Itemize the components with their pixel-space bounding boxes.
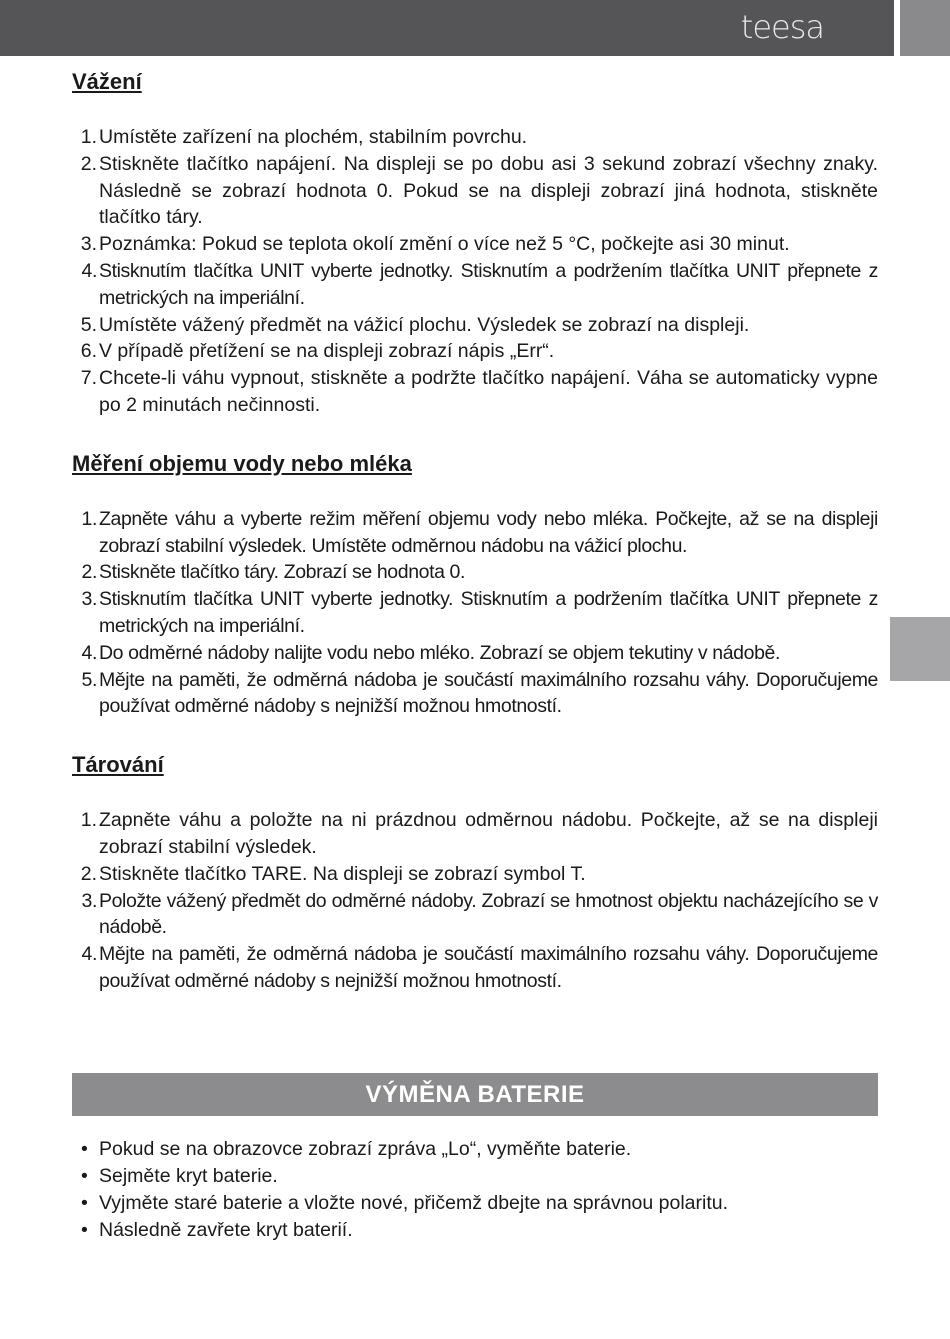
list-item: 1. Umístěte zařízení na plochém, stabilním povrchu.	[80, 126, 528, 148]
header-tab-accent	[900, 0, 950, 56]
list-item: 6. V případě přetížení se na displeji zobrazí nápis „Err“.	[80, 340, 555, 363]
battery-steps	[72, 1136, 878, 1244]
header-bar	[0, 0, 894, 56]
list-item: 1. Zapněte váhu a vyberte režim měření objemu vody nebo mléka. Počkejte, až se na displeji zobrazí stabilní výsledek. Umístěte odměrnou nádobu na vážicí plochu.	[81, 507, 878, 557]
manual-content	[72, 66, 878, 995]
list-item: 4. Stisknutím tlačítka UNIT vyberte jednotky. Stisknutím a podržením tlačítka UNIT přepnete z metrických na imperiální.	[81, 259, 878, 309]
weighing-steps	[72, 124, 878, 419]
volume-steps	[72, 506, 878, 720]
bullet-icon: •	[81, 1192, 88, 1214]
list-item: 4. Do odměrné nádoby nalijte vodu nebo mléko. Zobrazí se objem tekutiny v nádobě.	[81, 641, 780, 664]
battery-banner: VÝMĚNA BATERIE	[72, 1073, 878, 1116]
bullet-icon: •	[81, 1165, 88, 1187]
list-item: • Pokud se na obrazovce zobrazí zpráva „Lo“, vyměňte baterie.	[72, 1136, 878, 1163]
tare-steps	[72, 807, 878, 995]
list-item: 3. Stisknutím tlačítka UNIT vyberte jednotky. Stisknutím a podržením tlačítka UNIT přepnete z metrických na imperiální.	[81, 588, 878, 637]
section-title-volume: Měření objemu vody nebo mléka	[72, 450, 412, 476]
side-thumb-tab	[890, 617, 950, 681]
list-item: • Následně zavřete kryt baterií.	[72, 1217, 878, 1244]
brand-logo: teesa	[740, 8, 824, 46]
section-title-tare: Tárování	[72, 752, 164, 778]
list-item: 5. Umístěte vážený předmět na vážicí plochu. Výsledek se zobrazí na displeji.	[80, 313, 750, 336]
list-item: 7. Chcete-li váhu vypnout, stiskněte a podržte tlačítko napájení. Váha se automaticky vypne po 2 minutách nečinnosti.	[80, 367, 878, 416]
list-item: 2. Stiskněte tlačítko napájení. Na displeji se po dobu asi 3 sekund zobrazí všechny znaky. Následně se zobrazí hodnota 0. Pokud se na displeji zobrazí jiná hodnota, stiskněte tlačítko táry.	[80, 152, 878, 229]
list-item: 2. Stiskněte tlačítko TARE. Na displeji se zobrazí symbol T.	[80, 862, 586, 885]
list-item: 4. Mějte na paměti, že odměrná nádoba je součástí maximálního rozsahu váhy. Doporučujeme používat odměrné nádoby s nejnižší možnou hmotností.	[81, 943, 878, 992]
list-item: 3. Položte vážený předmět do odměrné nádoby. Zobrazí se hmotnost objektu nacházejícího se v nádobě.	[81, 889, 878, 939]
list-item: • Sejměte kryt baterie.	[72, 1163, 878, 1190]
section-title-weighing: Vážení	[72, 69, 142, 94]
list-item: 2. Stiskněte tlačítko táry. Zobrazí se hodnota 0.	[81, 561, 466, 584]
list-item: 3. Poznámka: Pokud se teplota okolí změní o více než 5 °C, počkejte asi 30 minut.	[80, 233, 790, 256]
list-item: • Vyjměte staré baterie a vložte nové, přičemž dbejte na správnou polaritu.	[72, 1190, 878, 1217]
list-item: 5. Mějte na paměti, že odměrná nádoba je součástí maximálního rozsahu váhy. Doporučujeme používat odměrné nádoby s nejnižší možnou hmotností.	[81, 668, 878, 718]
bullet-icon: •	[81, 1138, 88, 1160]
list-item: 1. Zapněte váhu a položte na ni prázdnou odměrnou nádobu. Počkejte, až se na displeji zobrazí stabilní výsledek.	[80, 809, 878, 858]
bullet-icon: •	[81, 1219, 88, 1241]
